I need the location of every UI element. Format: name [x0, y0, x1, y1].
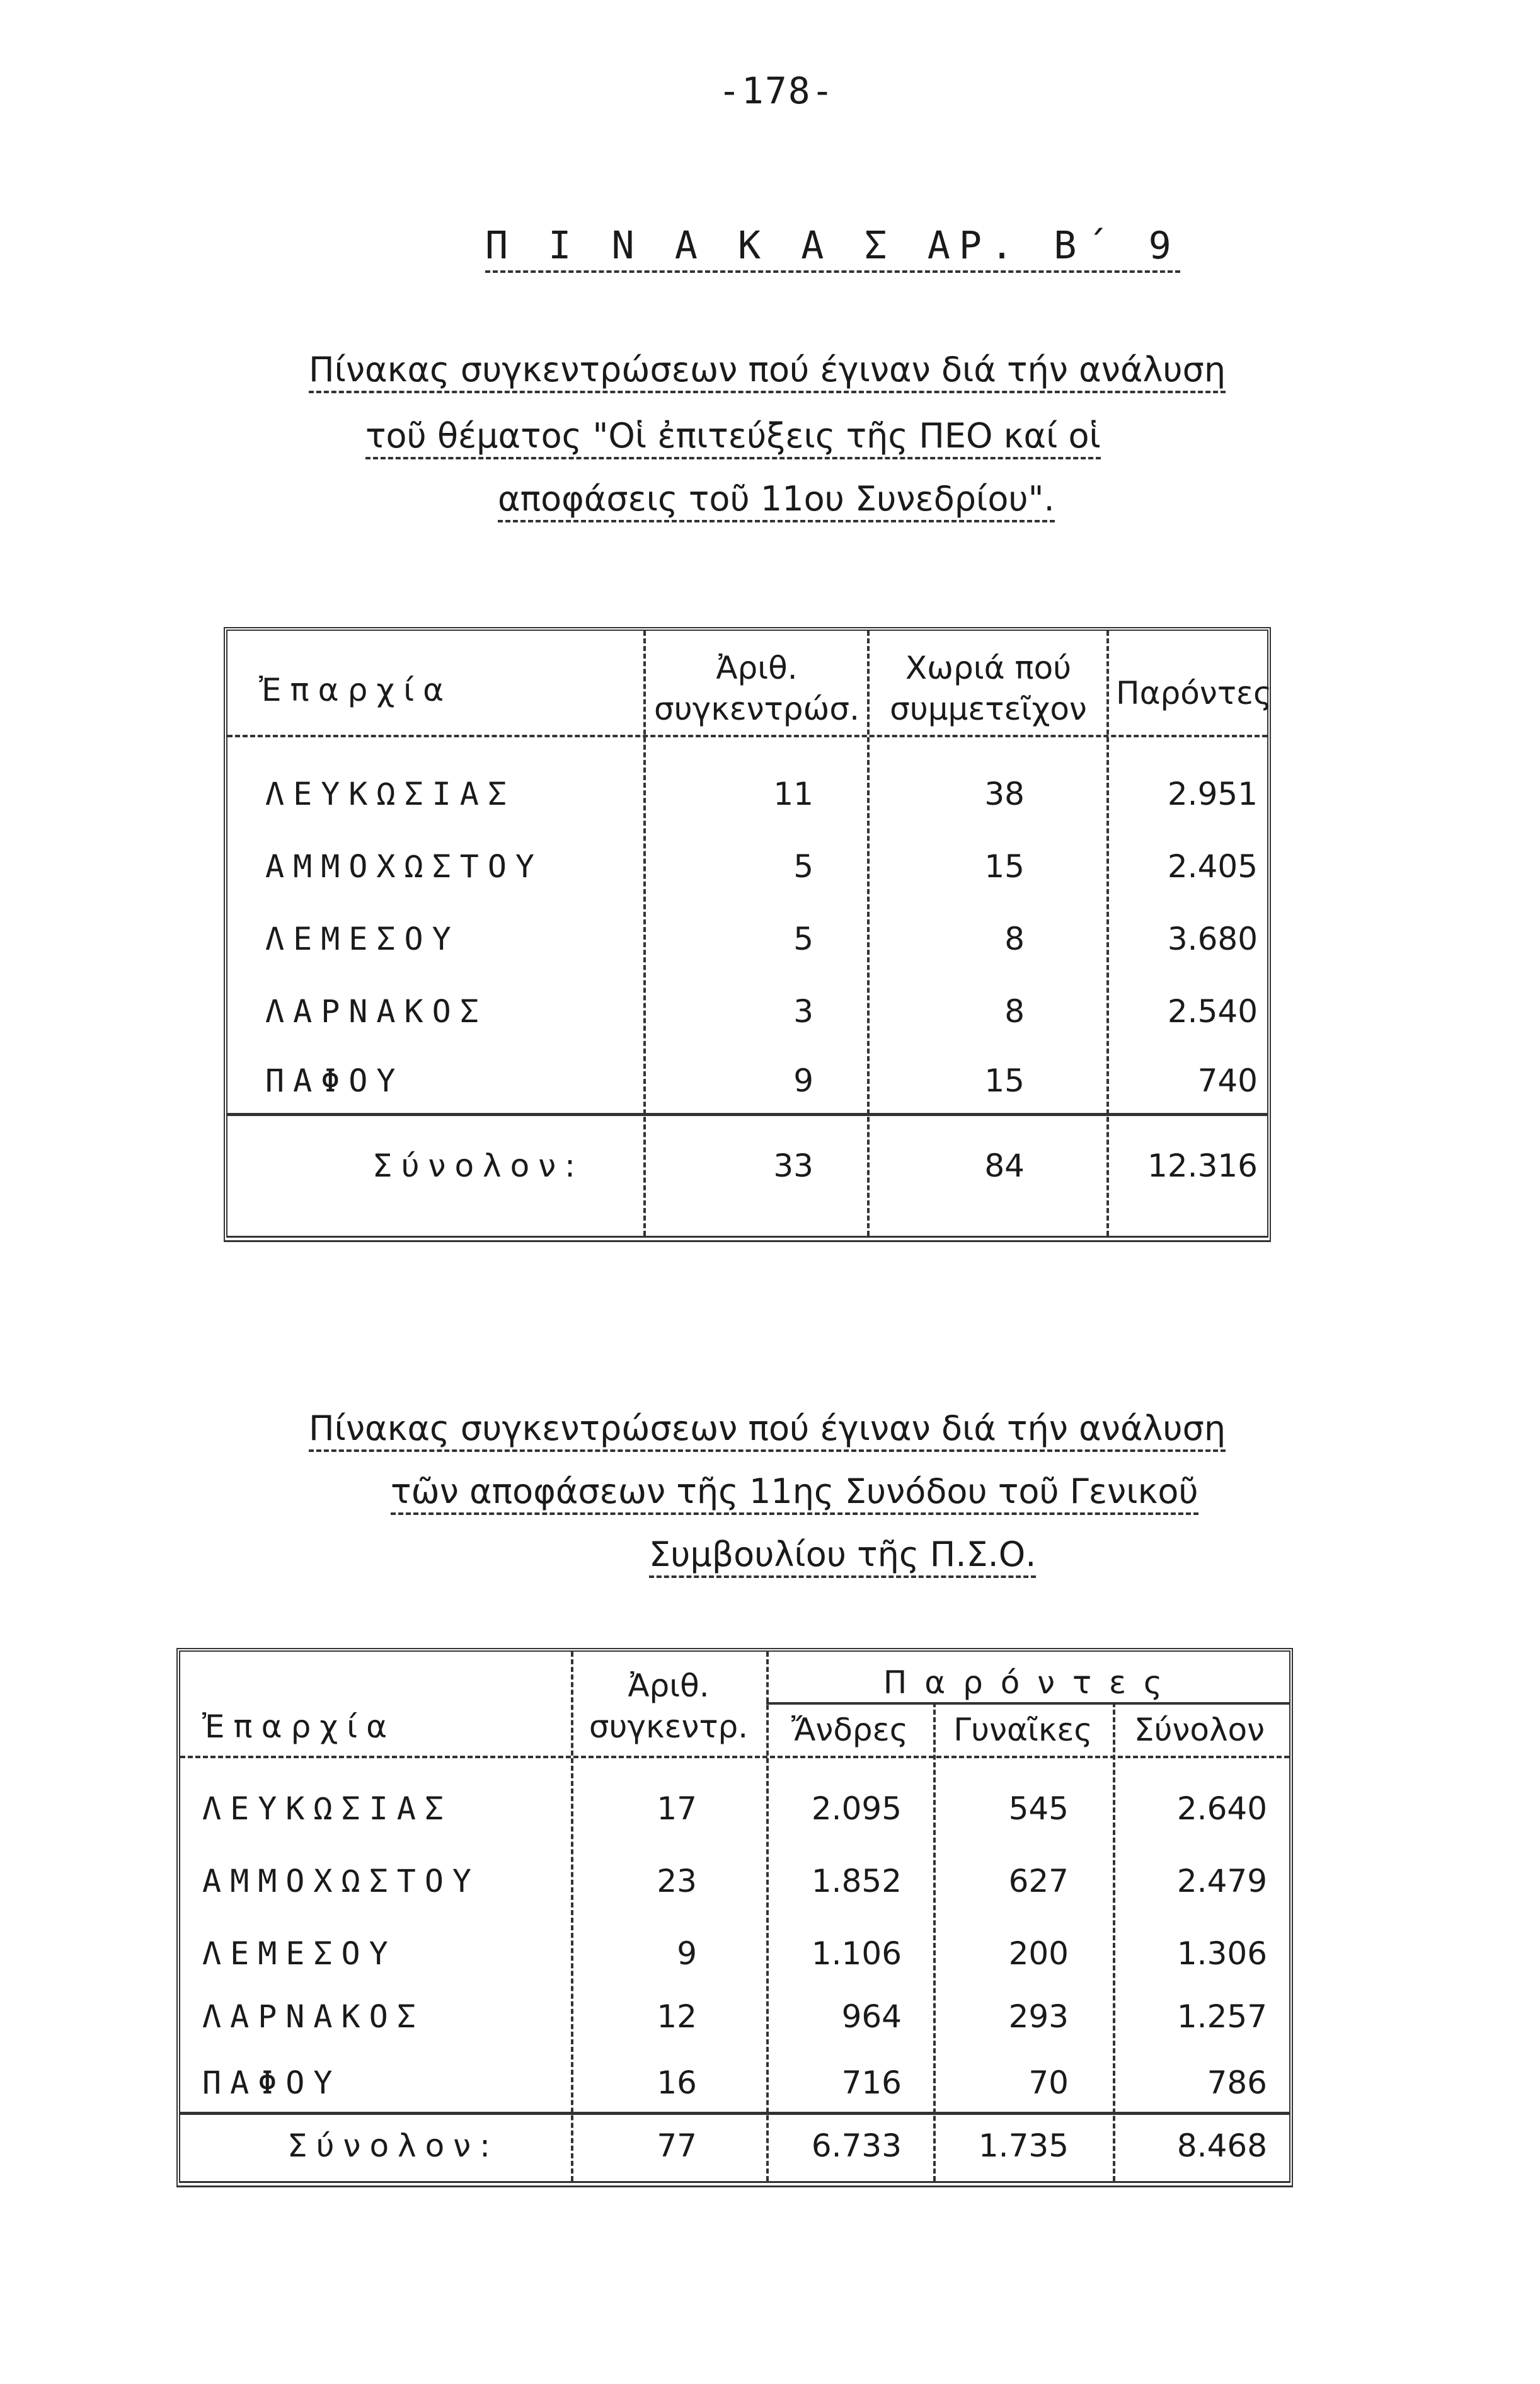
total-present: 12.316: [1147, 1148, 1258, 1184]
present-value: 740: [1197, 1062, 1258, 1099]
total-value: 2.479: [1176, 1863, 1267, 1899]
header-women: Γυναῖκες: [953, 1712, 1093, 1748]
header-meetings-1: Ἀριθ.: [628, 1667, 710, 1704]
region-name: ΛΕΜΕΣΟΥ: [265, 921, 460, 957]
table-heading: Π Ι Ν Α Κ Α Σ ΑΡ. Β΄ 9: [485, 224, 1180, 273]
total-meetings: 33: [773, 1148, 813, 1184]
villages-value: 8: [1004, 993, 1025, 1030]
header-region: Ἐπαρχία: [259, 672, 453, 708]
meetings-value: 23: [657, 1863, 697, 1899]
total-women: 1.735: [978, 2128, 1069, 2164]
region-name: ΛΑΡΝΑΚΟΣ: [265, 993, 488, 1030]
total-value: 1.306: [1176, 1935, 1267, 1972]
caption-line: τῶν αποφάσεων τῆς 11ης Συνόδου τοῦ Γενικοῦ: [391, 1475, 1198, 1515]
region-name: ΛΕΥΚΩΣΙΑΣ: [265, 776, 515, 812]
present-value: 2.405: [1167, 848, 1258, 885]
header-meetings-2: συγκεντρ.: [589, 1708, 749, 1745]
header-total: Σύνολον: [1134, 1712, 1265, 1748]
villages-value: 15: [984, 848, 1025, 885]
meetings-value: 5: [793, 921, 813, 957]
villages-value: 15: [984, 1062, 1025, 1099]
region-name: ΛΑΡΝΑΚΟΣ: [202, 1998, 425, 2035]
header-meetings-2: συγκεντρώσ.: [654, 691, 859, 727]
women-value: 70: [1028, 2064, 1069, 2101]
caption-line: Συμβουλίου τῆς Π.Σ.Ο.: [649, 1538, 1036, 1578]
meetings-value: 3: [793, 993, 813, 1030]
region-name: ΑΜΜΟΧΩΣΤΟΥ: [202, 1863, 481, 1899]
page-number: -178-: [718, 69, 835, 112]
header-present: Παρόντες: [1116, 675, 1272, 711]
total-total: 8.468: [1176, 2128, 1267, 2164]
region-name: ΠΑΦΟΥ: [202, 2064, 342, 2101]
women-value: 627: [1008, 1863, 1069, 1899]
region-name: ΠΑΦΟΥ: [265, 1062, 405, 1099]
women-value: 200: [1008, 1935, 1069, 1972]
table1: [224, 627, 1271, 1242]
meetings-value: 16: [657, 2064, 697, 2101]
present-value: 3.680: [1167, 921, 1258, 957]
meetings-value: 11: [773, 776, 813, 812]
caption-line: αποφάσεις τοῦ 11ου Συνεδρίου".: [498, 482, 1055, 522]
villages-value: 8: [1004, 921, 1025, 957]
caption-line: Πίνακας συγκεντρώσεων πού έγιναν διά τήν ανάλυση: [309, 353, 1226, 393]
total-value: 2.640: [1176, 1790, 1267, 1827]
caption-line: Πίνακας συγκεντρώσεων πού έγιναν διά τήν ανάλυση: [309, 1412, 1226, 1452]
men-value: 716: [841, 2064, 902, 2101]
total-men: 6.733: [811, 2128, 902, 2164]
women-value: 293: [1008, 1998, 1069, 2035]
total-label: Σύνολον:: [372, 1148, 584, 1184]
region-name: ΛΕΥΚΩΣΙΑΣ: [202, 1790, 452, 1827]
total-label: Σύνολον:: [287, 2128, 499, 2164]
women-value: 545: [1008, 1790, 1069, 1827]
men-value: 1.106: [811, 1935, 902, 1972]
caption-line: τοῦ θέματος "Οἱ ἐπιτεύξεις τῆς ΠΕΟ καί οἱ: [365, 419, 1101, 459]
header-villages-2: συμμετεῖχον: [890, 691, 1087, 727]
total-villages: 84: [984, 1148, 1025, 1184]
present-value: 2.540: [1167, 993, 1258, 1030]
total-value: 1.257: [1176, 1998, 1267, 2035]
header-meetings-1: Ἀριθ.: [716, 650, 798, 686]
region-name: ΑΜΜΟΧΩΣΤΟΥ: [265, 848, 544, 885]
men-value: 2.095: [811, 1790, 902, 1827]
meetings-value: 9: [677, 1935, 697, 1972]
header-villages-1: Χωριά πού: [905, 650, 1072, 686]
meetings-value: 17: [657, 1790, 697, 1827]
men-value: 964: [841, 1998, 902, 2035]
meetings-value: 9: [793, 1062, 813, 1099]
header-men: Ἄνδρες: [791, 1712, 909, 1748]
total-meetings: 77: [657, 2128, 697, 2164]
men-value: 1.852: [811, 1863, 902, 1899]
meetings-value: 12: [657, 1998, 697, 2035]
table2: [176, 1648, 1293, 2187]
villages-value: 38: [984, 776, 1025, 812]
header-present-group: Π α ρ ό ν τ ε ς: [883, 1664, 1166, 1701]
region-name: ΛΕΜΕΣΟΥ: [202, 1935, 397, 1972]
total-value: 786: [1207, 2064, 1267, 2101]
present-value: 2.951: [1167, 776, 1258, 812]
header-region: Ἐπαρχία: [202, 1708, 396, 1745]
meetings-value: 5: [793, 848, 813, 885]
